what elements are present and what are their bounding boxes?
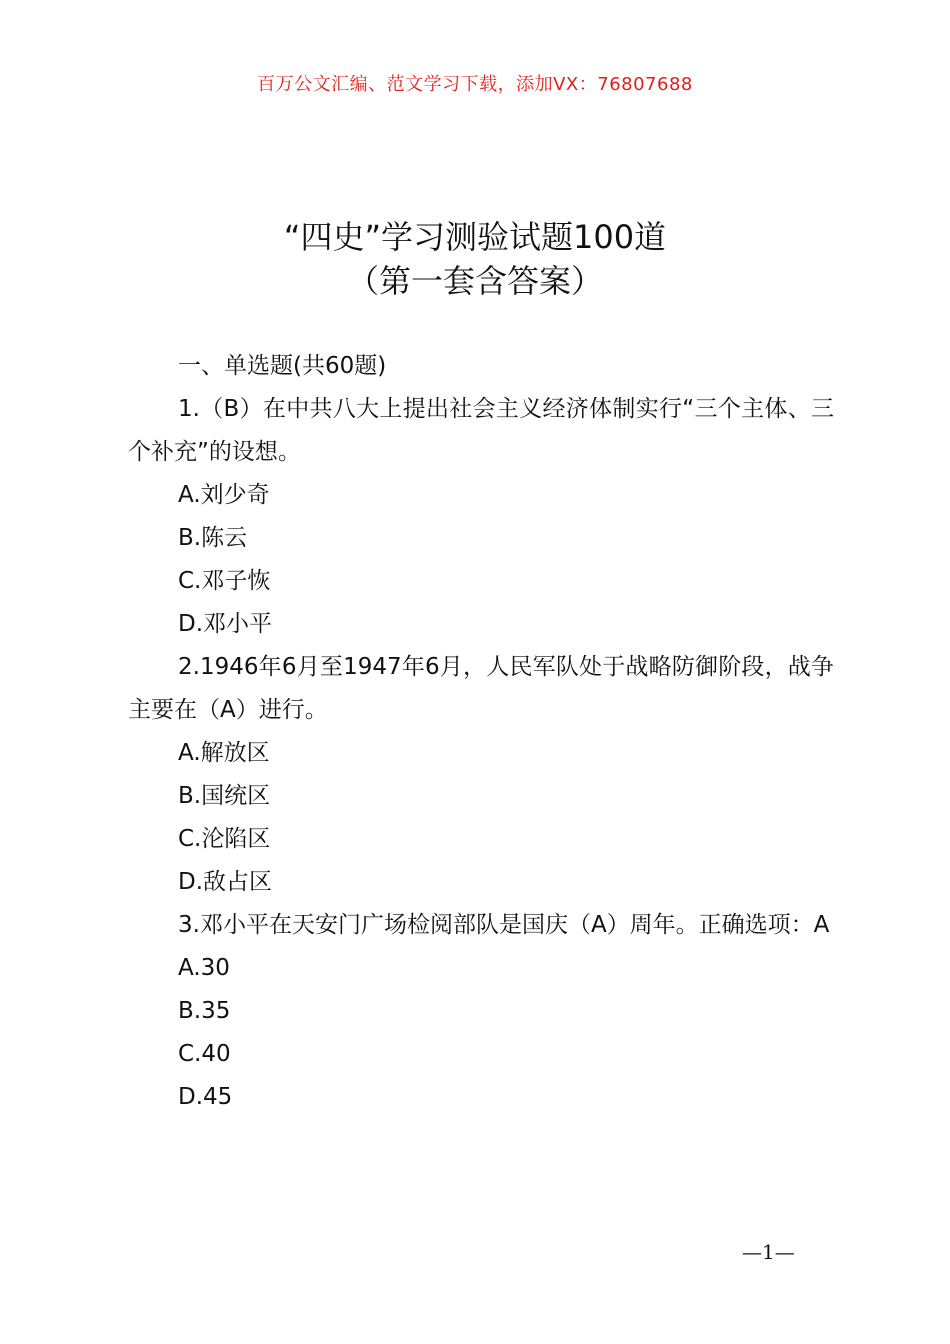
- question-2-option-b: B.国统区: [178, 783, 271, 809]
- question-2-stem: 2.1946年6月至1947年6月，人民军队处于战略防御阶段，战争主要在（A）进行。: [128, 654, 834, 723]
- question-1-option-b: B.陈云: [178, 525, 248, 551]
- question-3-option-a: A.30: [178, 955, 230, 981]
- question-1-option-a: A.刘少奇: [178, 482, 270, 508]
- section-heading: 一、单选题(共60题): [178, 353, 387, 379]
- question-2-option-a: A.解放区: [178, 740, 270, 766]
- header-banner: 百万公文汇编、范文学习下载，添加VX：76807688: [257, 74, 693, 95]
- page-number: —1—: [742, 1240, 795, 1264]
- question-2-option-d: D.敌占区: [178, 869, 273, 895]
- document-title: “四史”学习测验试题100道: [283, 218, 667, 256]
- document-body: [128, 345, 834, 1119]
- question-1-option-c: C.邓子恢: [178, 568, 271, 594]
- document-subtitle: （第一套含答案）: [346, 262, 603, 300]
- question-3-option-b: B.35: [178, 998, 231, 1024]
- question-3-option-d: D.45: [178, 1084, 233, 1110]
- question-1-option-d: D.邓小平: [178, 611, 273, 637]
- question-1-stem: 1.（B）在中共八大上提出社会主义经济体制实行“三个主体、三个补充”的设想。: [128, 396, 834, 465]
- question-3-option-c: C.40: [178, 1041, 231, 1067]
- question-3-stem: 3.邓小平在天安门广场检阅部队是国庆（A）周年。正确选项：A: [178, 912, 830, 938]
- question-2-option-c: C.沦陷区: [178, 826, 271, 852]
